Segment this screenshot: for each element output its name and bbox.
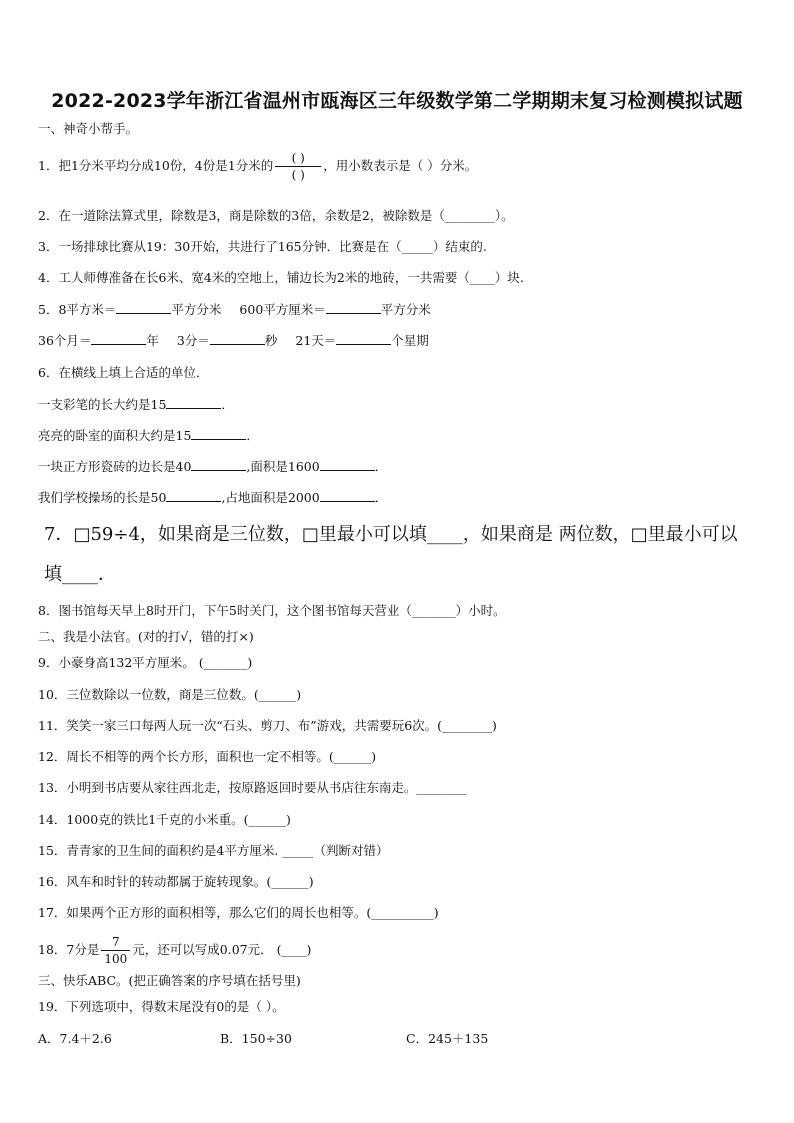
q6-text: ． <box>374 490 388 505</box>
question-5-line-2 <box>38 332 429 350</box>
question-11: 11．笑笑一家三口每两人玩一次“石头、剪刀、布”游戏，共需要玩6次。(________) <box>38 718 497 733</box>
q6-text: ． <box>246 428 259 443</box>
question-6-line-3 <box>38 458 387 476</box>
q6-text: 亮亮的卧室的面积大约是15 <box>38 428 192 443</box>
question-9: 9．小豪身高132平方厘米。 (_______) <box>38 655 253 670</box>
q6-text: ,面积是1600 <box>246 459 320 474</box>
q6-text: ． <box>221 397 234 412</box>
q6-text: 一块正方形瓷砖的边长是40 <box>38 459 192 474</box>
question-7-line-1: 7．□59÷4，如果商是三位数，□里最小可以填____，如果商是 两位数，□里最小可以 <box>44 524 738 545</box>
option-c: C．245＋135 <box>406 1031 489 1046</box>
q1-fraction <box>275 150 321 183</box>
question-1 <box>38 150 477 183</box>
answer-blank <box>191 427 246 440</box>
question-17: 17．如果两个正方形的面积相等，那么它们的周长也相等。(__________) <box>38 905 439 920</box>
q5-text: 21天＝ <box>295 333 337 348</box>
question-16: 16．风车和时针的转动都属于旋转现象。(______) <box>38 874 314 889</box>
answer-blank <box>326 301 381 314</box>
q1-fraction-numerator: ( ) <box>275 150 321 167</box>
q5-text: 3分＝ <box>176 333 210 348</box>
q18-text-a: 18．7分是 <box>38 942 100 957</box>
q6-text: ． <box>374 459 388 474</box>
q1-fraction-denominator: ( ) <box>291 168 305 182</box>
q5-text: 36个月＝ <box>38 333 92 348</box>
section-heading-2: 二、我是小法官。(对的打√，错的打×) <box>38 629 254 644</box>
option-a: A．7.4＋2.6 <box>38 1031 112 1046</box>
option-b: B．150÷30 <box>220 1031 292 1046</box>
question-5-line-1 <box>38 301 431 319</box>
question-6-line-1 <box>38 396 234 414</box>
question-19-options <box>38 1030 488 1048</box>
question-6-line-4 <box>38 489 387 507</box>
question-18 <box>38 934 311 967</box>
q6-text: ,占地面积是2000 <box>221 490 320 505</box>
answer-blank <box>191 458 246 471</box>
q5-text: 平方分米 <box>380 302 431 317</box>
answer-blank <box>336 332 391 345</box>
question-4: 4．工人师傅准备在长6米、宽4米的空地上，铺边长为2米的地砖，一共需要（____）块. <box>38 270 524 285</box>
question-15: 15．青青家的卫生间的面积约是4平方厘米. _____（判断对错） <box>38 843 389 858</box>
q5-text: 个星期 <box>391 333 429 348</box>
question-13: 13．小明到书店要从家往西北走，按原路返回时要从书店往东南走。________ <box>38 780 467 795</box>
answer-blank <box>116 301 171 314</box>
q5-text: 5．8平方米＝ <box>38 302 117 317</box>
q1-text-a: 1．把1分米平均分成10份，4份是1分米的 <box>38 158 274 173</box>
q18-fraction-denominator: 100 <box>104 952 128 966</box>
q5-text: 600平方厘米＝ <box>239 302 326 317</box>
answer-blank <box>166 489 221 502</box>
q5-text: 平方分米 <box>171 302 222 317</box>
question-3: 3．一场排球比赛从19：30开始，共进行了165分钟．比赛是在（_____）结束的. <box>38 239 487 254</box>
q5-text: 年 <box>146 333 159 348</box>
section-heading-3: 三、快乐ABC。(把正确答案的序号填在括号里) <box>38 973 301 988</box>
q18-fraction <box>101 934 130 967</box>
section-heading-1: 一、神奇小帮手。 <box>38 121 139 136</box>
question-14: 14．1000克的铁比1千克的小米重。(______) <box>38 812 291 827</box>
question-8: 8．图书馆每天早上8时开门，下午5时关门，这个图书馆每天营业（_______）小时。 <box>38 603 506 618</box>
question-12: 12．周长不相等的两个长方形，面积也一定不相等。(______) <box>38 749 377 764</box>
answer-blank <box>166 396 221 409</box>
answer-blank <box>91 332 146 345</box>
answer-blank <box>210 332 265 345</box>
q18-fraction-numerator: 7 <box>101 934 130 951</box>
question-7-line-2: 填____． <box>44 564 116 585</box>
page-title: 2022-2023学年浙江省温州市瓯海区三年级数学第二学期期末复习检测模拟试题 <box>51 90 743 112</box>
q6-text: 一支彩笔的长大约是15 <box>38 397 167 412</box>
q5-text: 秒 <box>264 333 278 348</box>
question-10: 10．三位数除以一位数，商是三位数。(______) <box>38 687 302 702</box>
q1-text-b: ，用小数表示是（ ）分米。 <box>323 158 478 173</box>
question-19-stem: 19．下列选项中，得数末尾没有0的是（ ）。 <box>38 999 285 1014</box>
question-6-line-2 <box>38 427 259 445</box>
question-6-stem: 6．在横线上填上合适的单位． <box>38 365 209 380</box>
question-2: 2．在一道除法算式里，除数是3，商是除数的3倍，余数是2，被除数是（________）。 <box>38 208 514 223</box>
answer-blank <box>320 489 375 502</box>
q18-text-b: 元，还可以写成0.07元． (____) <box>132 942 312 957</box>
q6-text: 我们学校操场的长是50 <box>38 490 167 505</box>
answer-blank <box>320 458 375 471</box>
